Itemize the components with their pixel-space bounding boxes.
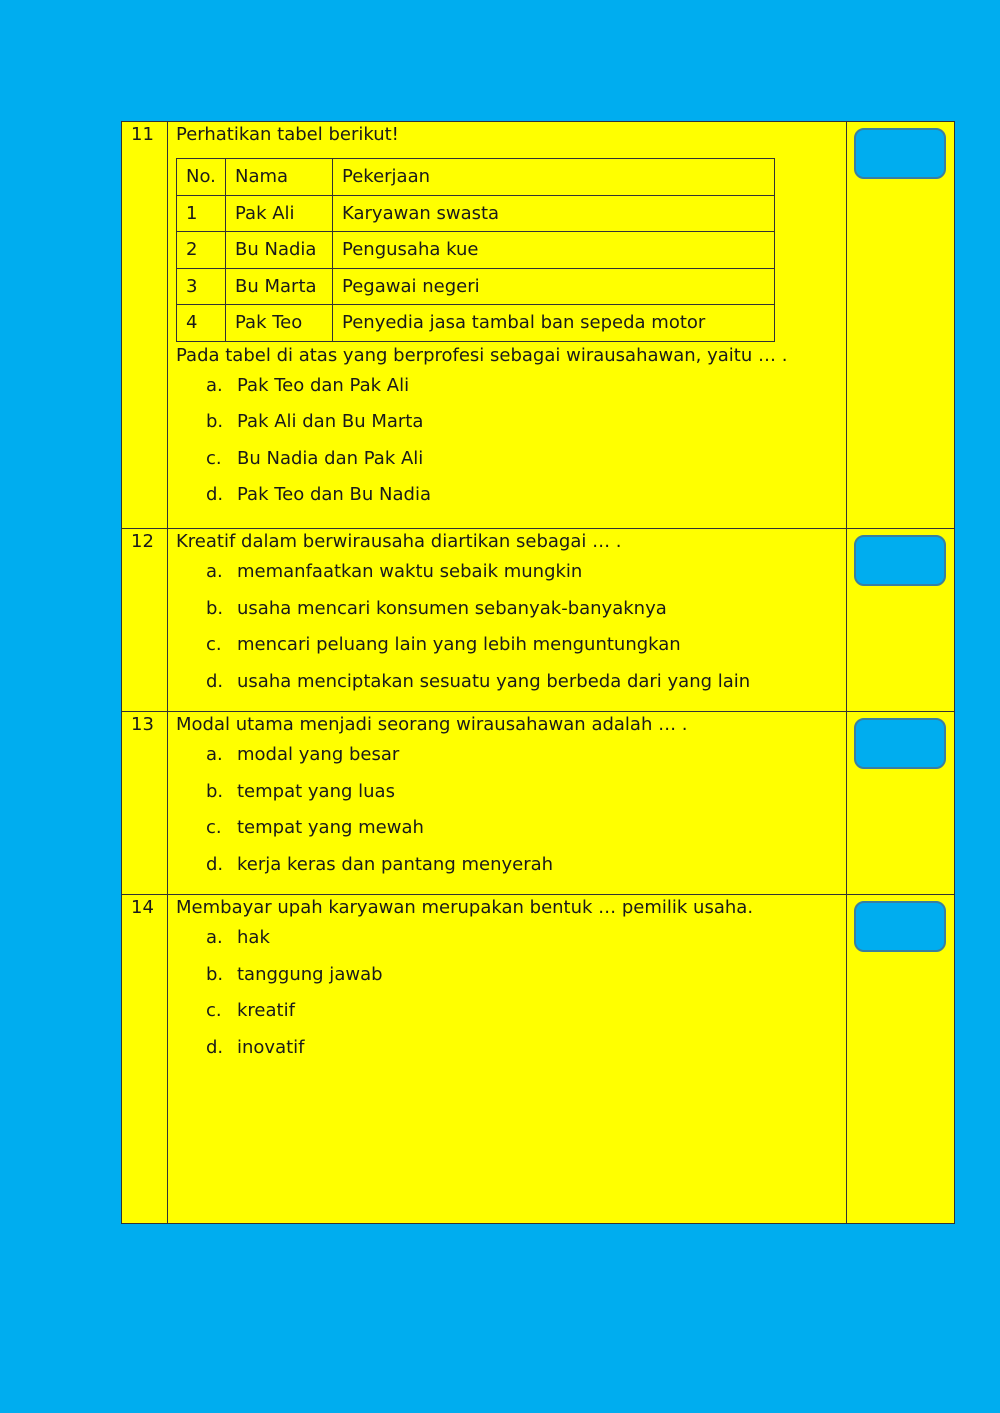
answer-column xyxy=(846,712,954,894)
option-letter: d. xyxy=(206,484,224,505)
option-letter: c. xyxy=(206,634,222,655)
option-letter: d. xyxy=(206,853,224,875)
table-row xyxy=(177,195,775,232)
option-text: inovatif xyxy=(237,1036,305,1058)
option-d xyxy=(176,847,842,884)
table-cell: Karyawan swasta xyxy=(333,195,775,232)
option-text: tanggung jawab xyxy=(237,963,383,985)
option-letter: c. xyxy=(206,447,222,469)
question-number: 12 xyxy=(122,529,168,711)
option-d xyxy=(176,1030,842,1067)
option-text: usaha menciptakan sesuatu yang berbeda dari yang lain xyxy=(237,670,751,692)
option-c xyxy=(176,810,842,847)
table-header: No. xyxy=(177,159,226,196)
question-stem: Modal utama menjadi seorang wirausahawan adalah … . xyxy=(176,714,688,735)
option-b xyxy=(176,957,842,994)
option-letter: d. xyxy=(206,1036,224,1058)
table-cell: 2 xyxy=(177,232,226,269)
table-cell: Penyedia jasa tambal ban sepeda motor xyxy=(333,305,775,342)
option-list xyxy=(176,554,842,700)
worksheet xyxy=(121,121,955,1224)
table-row xyxy=(177,268,775,305)
option-list xyxy=(176,737,842,883)
option-letter: b. xyxy=(206,963,224,985)
table-cell: 4 xyxy=(177,305,226,342)
question-number: 11 xyxy=(122,122,168,528)
option-text: Pak Teo dan Pak Ali xyxy=(237,374,410,396)
option-letter: a. xyxy=(206,561,223,582)
option-text: Bu Nadia dan Pak Ali xyxy=(237,447,424,469)
option-text: tempat yang mewah xyxy=(237,817,424,838)
option-list xyxy=(176,368,842,514)
data-table xyxy=(176,158,775,342)
table-cell: Bu Marta xyxy=(226,268,333,305)
question-number: 14 xyxy=(122,895,168,1223)
question-14 xyxy=(122,895,954,1223)
option-text: Pak Ali dan Bu Marta xyxy=(237,411,424,432)
option-text: tempat yang luas xyxy=(237,780,395,802)
option-d xyxy=(176,664,842,701)
option-text: usaha mencari konsumen sebanyak-banyaknya xyxy=(237,597,667,619)
option-c xyxy=(176,441,842,478)
option-letter: a. xyxy=(206,927,223,948)
table-header: Pekerjaan xyxy=(333,159,775,196)
question-stem: Kreatif dalam berwirausaha diartikan sebagai … . xyxy=(176,531,622,552)
answer-input-box[interactable] xyxy=(854,901,946,952)
table-cell: 3 xyxy=(177,268,226,305)
question-content xyxy=(176,529,842,700)
option-text: memanfaatkan waktu sebaik mungkin xyxy=(237,561,583,582)
option-text: kerja keras dan pantang menyerah xyxy=(237,853,554,875)
option-letter: c. xyxy=(206,1000,222,1021)
option-d xyxy=(176,477,842,514)
option-letter: b. xyxy=(206,597,224,619)
answer-input-box[interactable] xyxy=(854,128,946,179)
table-header-row xyxy=(177,159,775,196)
option-b xyxy=(176,591,842,628)
answer-column xyxy=(846,895,954,1223)
question-stem: Membayar upah karyawan merupakan bentuk … pemilik usaha. xyxy=(176,897,754,918)
question-stem: Pada tabel di atas yang berprofesi sebagai wirausahawan, yaitu … . xyxy=(176,344,788,366)
question-11 xyxy=(122,122,954,529)
option-text: mencari peluang lain yang lebih menguntungkan xyxy=(237,634,681,655)
option-letter: c. xyxy=(206,817,222,838)
option-a xyxy=(176,368,842,405)
question-content xyxy=(176,122,842,514)
option-list xyxy=(176,920,842,1066)
option-text: Pak Teo dan Bu Nadia xyxy=(237,484,431,505)
option-letter: d. xyxy=(206,670,224,692)
table-cell: Pak Ali xyxy=(226,195,333,232)
option-c xyxy=(176,993,842,1030)
option-text: hak xyxy=(237,927,270,948)
option-letter: b. xyxy=(206,780,224,802)
option-b xyxy=(176,404,842,441)
table-row xyxy=(177,232,775,269)
option-c xyxy=(176,627,842,664)
answer-input-box[interactable] xyxy=(854,535,946,586)
option-a xyxy=(176,554,842,591)
question-content xyxy=(176,895,842,1066)
table-header: Nama xyxy=(226,159,333,196)
table-row xyxy=(177,305,775,342)
table-cell: Bu Nadia xyxy=(226,232,333,269)
question-12 xyxy=(122,529,954,712)
option-text: kreatif xyxy=(237,1000,295,1021)
table-cell: Pengusaha kue xyxy=(333,232,775,269)
option-letter: a. xyxy=(206,374,223,396)
table-cell: Pak Teo xyxy=(226,305,333,342)
option-a xyxy=(176,920,842,957)
option-letter: a. xyxy=(206,744,223,765)
question-intro: Perhatikan tabel berikut! xyxy=(176,124,399,145)
answer-input-box[interactable] xyxy=(854,718,946,769)
table-cell: 1 xyxy=(177,195,226,232)
question-number: 13 xyxy=(122,712,168,894)
answer-column xyxy=(846,529,954,711)
question-content xyxy=(176,712,842,883)
answer-column xyxy=(846,122,954,528)
option-b xyxy=(176,774,842,811)
question-13 xyxy=(122,712,954,895)
table-cell: Pegawai negeri xyxy=(333,268,775,305)
option-text: modal yang besar xyxy=(237,744,400,765)
option-letter: b. xyxy=(206,411,224,432)
option-a xyxy=(176,737,842,774)
